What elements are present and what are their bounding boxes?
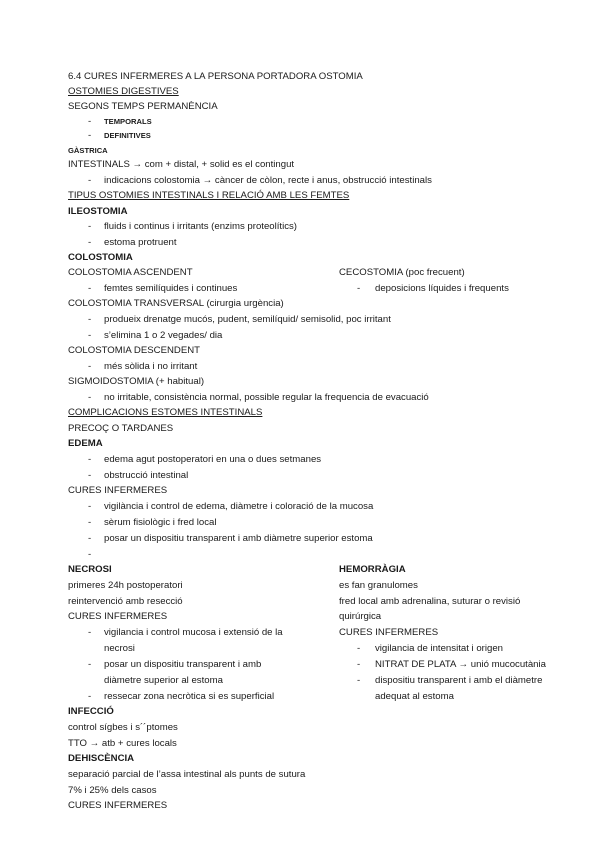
item-nec-c3: ressecar zona necròtica si es superficial: [104, 691, 275, 702]
bullet-dash: -: [88, 533, 92, 544]
heading-ileostomia: ILEOSTOMIA: [68, 206, 128, 217]
text-nec-2: reintervenció amb resecció: [68, 596, 183, 607]
heading-segons-temps: SEGONS TEMPS PERMANÈNCIA: [68, 101, 218, 112]
item-sigmoid-1: no irritable, consistència normal, possible regular la frequencia de evacuació: [104, 392, 429, 403]
item-col-trans-1: produeix drenatge mucós, pudent, semilíquid/ semisolid, poc irritant: [104, 314, 391, 325]
item-definitives: DEFINITIVES: [104, 131, 151, 140]
bullet-dash: -: [88, 175, 92, 186]
item-hem-c2: NITRAT DE PLATA → unió mucocutània: [375, 659, 546, 670]
heading-deh-cures: CURES INFERMERES: [68, 800, 168, 811]
heading-nec-cures: CURES INFERMERES: [68, 611, 168, 622]
text-intestinals: INTESTINALS → com + distal, + solid es el contingut: [68, 159, 295, 170]
bullet-dash: -: [357, 643, 361, 654]
heading-col-ascendent: COLOSTOMIA ASCENDENT: [68, 267, 193, 278]
bullet-dash: -: [88, 330, 92, 341]
doc-title: 6.4 CURES INFERMERES A LA PERSONA PORTADORA OSTOMIA: [68, 71, 363, 82]
heading-hemorragia: HEMORRÀGIA: [339, 564, 406, 575]
item-col-asc-1: femtes semilíquides i continues: [104, 283, 238, 294]
heading-necrosi: NECROSI: [68, 564, 112, 575]
text-hem-2a: fred local amb adrenalina, suturar o revisió: [339, 596, 521, 607]
heading-tipus-ostomies: TIPUS OSTOMIES INTESTINALS I RELACIÓ AMB LES FEMTES: [68, 190, 350, 201]
bullet-dash: -: [88, 501, 92, 512]
item-temporals: TEMPORALS: [104, 117, 152, 126]
item-nec-c1a: vigilancia i control mucosa i extensió de la: [104, 627, 283, 638]
item-nec-c1b: necrosi: [104, 643, 135, 654]
heading-infeccio: INFECCIÓ: [68, 706, 114, 717]
item-nec-c2a: posar un dispositiu transparent i amb: [104, 659, 262, 670]
item-ileo-1: fluids i continus i irritants (enzims proteolítics): [104, 221, 298, 232]
item-col-trans-2: s’elimina 1 o 2 vegades/ dia: [104, 330, 223, 341]
item-cures-3: posar un dispositiu transparent i amb diàmetre superior estoma: [104, 533, 373, 544]
text-deh-1: separació parcial de l’assa intestinal als punts de sutura: [68, 769, 306, 780]
item-col-desc-1: més sòlida i no irritant: [104, 361, 198, 372]
item-hem-c3b: adequat al estoma: [375, 691, 454, 702]
heading-col-descendent: COLOSTOMIA DESCENDENT: [68, 345, 201, 356]
heading-cures-infermeres: CURES INFERMERES: [68, 485, 168, 496]
item-hem-c1: vigilancia de intensitat i origen: [375, 643, 503, 654]
bullet-dash: -: [88, 392, 92, 403]
bullet-dash: -: [357, 659, 361, 670]
item-ceco-1: deposicions líquides i frequents: [375, 283, 509, 294]
bullet-dash: -: [88, 691, 92, 702]
heading-gastrica: GÀSTRICA: [68, 146, 108, 155]
bullet-dash: -: [88, 237, 92, 248]
heading-sigmoidostomia: SIGMOIDOSTOMIA (+ habitual): [68, 376, 205, 387]
text-hem-1: es fan granulomes: [339, 580, 418, 591]
item-hem-c3a: dispositiu transparent i amb el diàmetre: [375, 675, 543, 686]
item-edema-1: edema agut postoperatori en una o dues setmanes: [104, 454, 322, 465]
bullet-dash: -: [88, 130, 92, 141]
heading-ostomies-digestives: OSTOMIES DIGESTIVES: [68, 86, 179, 97]
item-ileo-2: estoma protruent: [104, 237, 177, 248]
text-precoc: PRECOÇ O TARDANES: [68, 423, 174, 434]
bullet-dash: -: [88, 454, 92, 465]
text-hem-2b: quirúrgica: [339, 611, 382, 622]
bullet-dash: -: [88, 659, 92, 670]
heading-hem-cures: CURES INFERMERES: [339, 627, 439, 638]
bullet-dash: -: [88, 549, 92, 560]
bullet-dash: -: [88, 221, 92, 232]
heading-dehiscencia: DEHISCÈNCIA: [68, 753, 135, 764]
bullet-dash: -: [88, 361, 92, 372]
bullet-dash: -: [357, 675, 361, 686]
item-cures-1: vigilància i control de edema, diàmetre i coloració de la mucosa: [104, 501, 374, 512]
text-inf-1: control sígbes i s´´ptomes: [68, 722, 178, 733]
text-deh-2: 7% i 25% dels casos: [68, 785, 157, 796]
bullet-dash: -: [88, 314, 92, 325]
heading-edema: EDEMA: [68, 438, 103, 449]
heading-cecostomia: CECOSTOMIA (poc frecuent): [339, 267, 465, 278]
bullet-dash: -: [357, 283, 361, 294]
bullet-dash: -: [88, 470, 92, 481]
item-indicacions: indicacions colostomia → càncer de còlon, recte i anus, obstrucció intestinals: [104, 175, 432, 186]
text-inf-2: TTO → atb + cures locals: [68, 738, 177, 749]
item-edema-2: obstrucció intestinal: [104, 470, 189, 481]
text-nec-1: primeres 24h postoperatori: [68, 580, 183, 591]
bullet-dash: -: [88, 517, 92, 528]
heading-complicacions: COMPLICACIONS ESTOMES INTESTINALS: [68, 407, 263, 418]
heading-colostomia: COLOSTOMIA: [68, 252, 133, 263]
item-nec-c2b: diàmetre superior al estoma: [104, 675, 223, 686]
bullet-dash: -: [88, 116, 92, 127]
heading-col-transversal: COLOSTOMIA TRANSVERSAL (cirurgia urgència): [68, 298, 284, 309]
item-cures-2: sèrum fisiològic i fred local: [104, 517, 217, 528]
bullet-dash: -: [88, 283, 92, 294]
bullet-dash: -: [88, 627, 92, 638]
